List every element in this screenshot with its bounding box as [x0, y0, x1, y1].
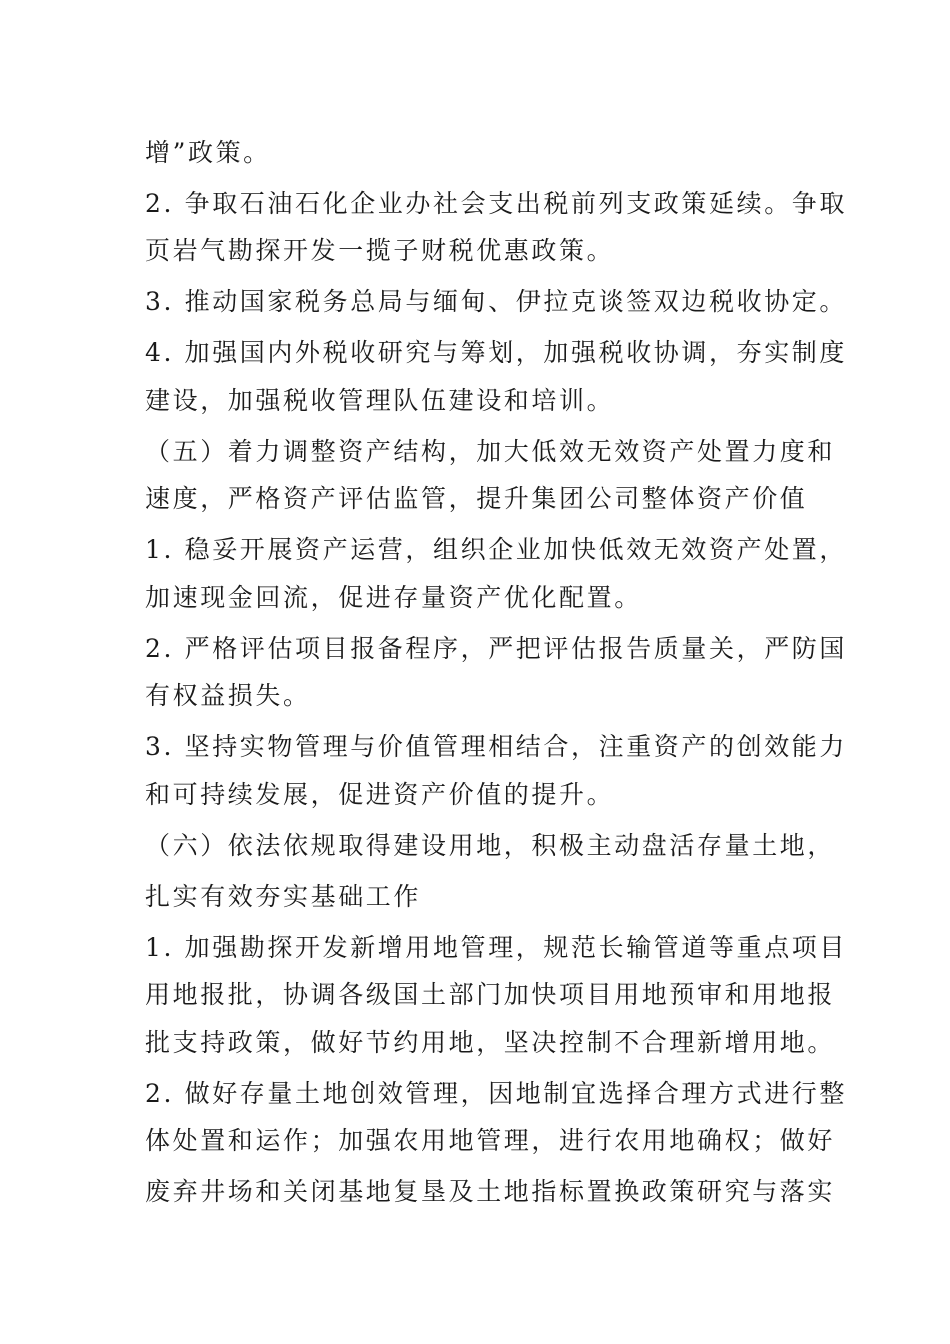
paragraph-line: 加速现金回流，促进存量资产优化配置。 [145, 583, 642, 612]
paragraph-line: 增”政策。 [145, 138, 271, 167]
paragraph-line: 有权益损失。 [145, 681, 311, 710]
paragraph-line: 3. 推动国家税务总局与缅甸、伊拉克谈签双边税收协定。 [145, 287, 848, 316]
paragraph-line: 废弃井场和关闭基地复垦及土地指标置换政策研究与落实 [145, 1177, 836, 1206]
section-heading-line: （五）着力调整资产结构，加大低效无效资产处置力度和 [145, 437, 836, 466]
section-heading-line: 速度，严格资产评估监管，提升集团公司整体资产价值 [145, 484, 808, 513]
paragraph-line: 4. 加强国内外税收研究与筹划，加强税收协调，夯实制度 [145, 338, 848, 367]
paragraph-line: 3. 坚持实物管理与价值管理相结合，注重资产的创效能力 [145, 732, 848, 761]
paragraph-line: 2. 严格评估项目报备程序，严把评估报告质量关，严防国 [145, 634, 848, 663]
paragraph-line: 1. 稳妥开展资产运营，组织企业加快低效无效资产处置， [145, 535, 848, 564]
paragraph-line: 2. 争取石油石化企业办社会支出税前列支政策延续。争取 [145, 189, 848, 218]
paragraph-line: 批支持政策，做好节约用地，坚决控制不合理新增用地。 [145, 1028, 836, 1057]
paragraph-line: 用地报批，协调各级国土部门加快项目用地预审和用地报 [145, 980, 836, 1009]
section-heading-line: 扎实有效夯实基础工作 [145, 882, 422, 911]
paragraph-line: 体处置和运作；加强农用地管理，进行农用地确权；做好 [145, 1126, 836, 1155]
paragraph-line: 和可持续发展，促进资产价值的提升。 [145, 780, 615, 809]
paragraph-line: 建设，加强税收管理队伍建设和培训。 [145, 386, 615, 415]
paragraph-line: 1. 加强勘探开发新增用地管理，规范长输管道等重点项目 [145, 933, 848, 962]
paragraph-line: 页岩气勘探开发一揽子财税优惠政策。 [145, 236, 615, 265]
paragraph-line: 2. 做好存量土地创效管理，因地制宜选择合理方式进行整 [145, 1079, 848, 1108]
section-heading-line: （六）依法依规取得建设用地，积极主动盘活存量土地， [145, 831, 836, 860]
